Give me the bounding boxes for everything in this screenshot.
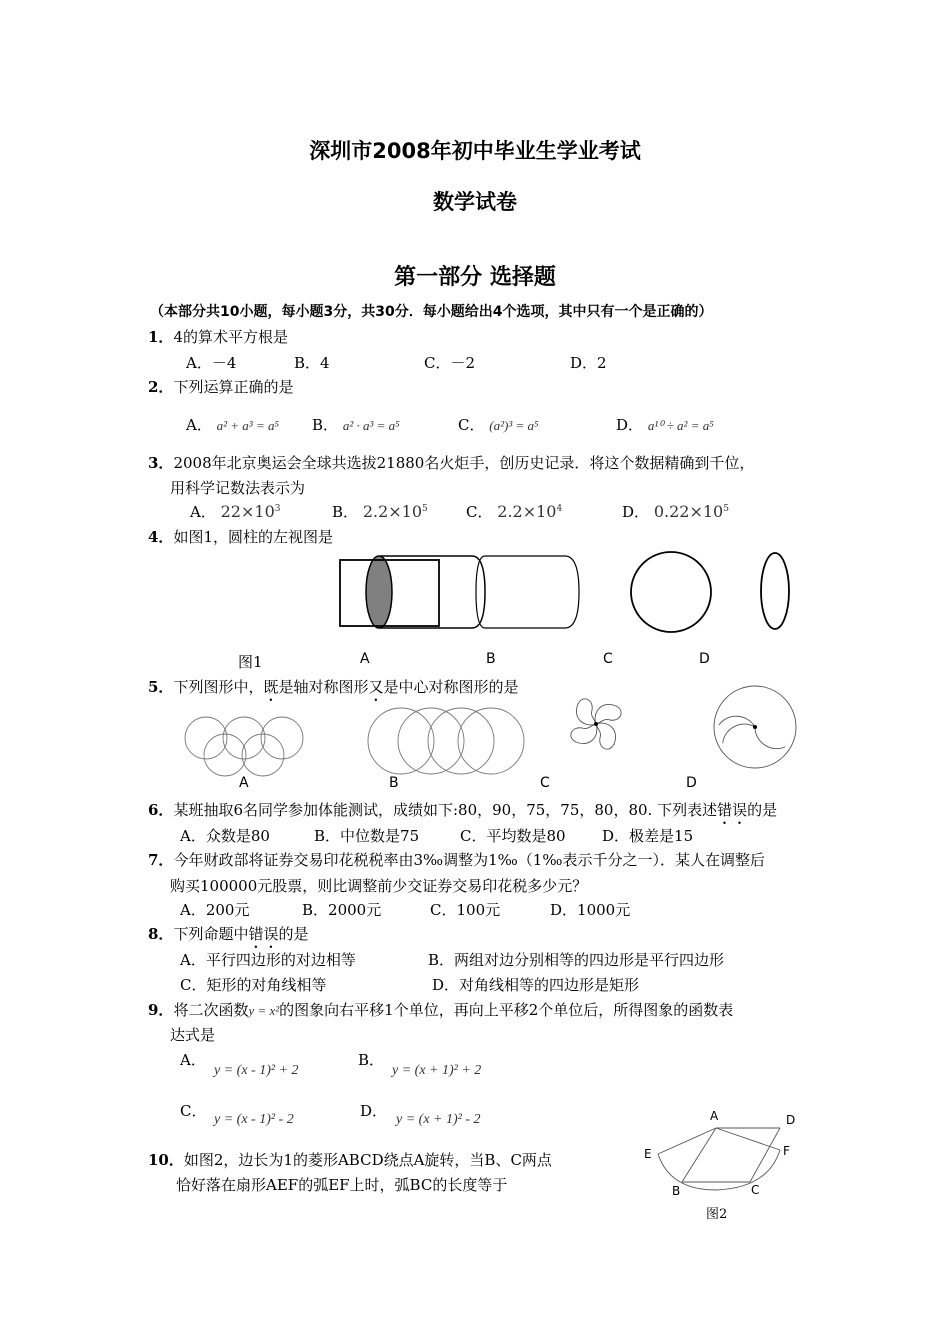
q9-option-a-label: A． [180, 1051, 206, 1069]
question-number: 7． [148, 851, 174, 869]
q2-option-d [616, 414, 714, 435]
question-2 [148, 376, 293, 397]
q9-text-line2: 达式是 [170, 1026, 216, 1044]
q6-option-a: A．众数是80 [180, 827, 270, 845]
option-label: D． [622, 503, 650, 521]
q4-label-a: A [360, 651, 370, 667]
q7-option-c: C．100元 [430, 901, 501, 919]
q6-option-c: C．平均数是80 [460, 827, 566, 845]
question-9 [148, 999, 733, 1020]
q5-label-a: A [239, 775, 249, 791]
question-text: 今年财政部将证券交易印花税税率由3‰调整为1‰（1‰表示千分之一）．某人在调整后 [173, 851, 765, 869]
question-text: 如图2，边长为1的菱形ABCD绕点A旋转，当B、C两点 [183, 1151, 552, 1169]
question-text: 是轴对称图形 [278, 678, 369, 696]
question-text: 4的算术平方根是 [173, 328, 288, 346]
q1-option-d: D．2 [570, 354, 607, 372]
question-1 [148, 326, 288, 347]
exponent: 5 [723, 504, 729, 514]
question-number: 5． [148, 678, 174, 696]
question-10 [148, 1149, 552, 1170]
option-a-olympic-rings [185, 717, 303, 776]
q1-option-c: C．－2 [424, 354, 476, 372]
q2-option-c [458, 414, 539, 435]
q5-label-c: C [540, 775, 550, 791]
part-instructions: （本部分共10小题，每小题3分，共30分．每小题给出4个选项，其中只有一个是正确的） [150, 304, 713, 320]
option-label: C． [466, 503, 493, 521]
exponent: 4 [556, 504, 563, 514]
question-text: 下列图形中， [173, 678, 264, 696]
times-ten: ×10 [522, 502, 557, 521]
option-label: B． [332, 503, 359, 521]
question-text: 是中心对称图形的是 [383, 678, 519, 696]
q7-text-line2: 购买100000元股票，则比调整前少交证券交易印花税多少元？ [170, 877, 588, 895]
q7-option-d: D．1000元 [550, 901, 631, 919]
question-7 [148, 849, 765, 870]
option-formula: a² · a³ = a⁵ [342, 418, 400, 433]
question-3 [148, 452, 754, 473]
q9-option-b-label: B． [358, 1051, 385, 1069]
part-title: 第一部分 选择题 [394, 265, 556, 290]
q3-option-a [190, 501, 280, 522]
q2-option-b [312, 414, 400, 435]
exponent: 5 [422, 504, 428, 514]
q3-option-b [332, 501, 428, 522]
q3-option-c [466, 501, 562, 522]
question-text: 如图1，圆柱的左视图是 [173, 528, 333, 546]
question-number: 10． [148, 1151, 184, 1169]
q6-option-b: B．中位数是75 [314, 827, 420, 845]
q4-label-b: B [486, 651, 496, 667]
option-formula: a² + a³ = a⁵ [216, 418, 279, 433]
option-label: B． [312, 416, 339, 434]
emphasis-text: 错误 [717, 801, 748, 819]
q10-text-line2: 恰好落在扇形AEF的弧EF上时，弧BC的长度等于 [176, 1176, 508, 1194]
q8-option-b: B．两组对边分别相等的四边形是平行四边形 [428, 951, 725, 969]
option-value: 2.2 [497, 502, 523, 521]
question-number: 2． [148, 378, 174, 396]
option-b-rounded-rect [476, 556, 579, 628]
question-number: 1． [148, 328, 174, 346]
times-ten: ×10 [689, 502, 724, 521]
times-ten: ×10 [388, 502, 423, 521]
q8-option-c: C．矩形的对角线相等 [180, 976, 327, 994]
q5-figures [180, 705, 810, 780]
question-4 [148, 526, 333, 547]
q7-option-a: A．200元 [180, 901, 250, 919]
question-text: 的图象向右平移1个单位，再向上平移2个单位后，所得图象的函数表 [279, 1001, 734, 1019]
question-text: 的是 [278, 925, 309, 943]
option-b-four-circles [368, 708, 524, 774]
q1-option-a: A．－4 [186, 354, 237, 372]
q9-option-a-formula: y = (x - 1)² + 2 [214, 1063, 299, 1078]
q6-option-d: D．极差是15 [602, 827, 694, 845]
option-d-circle-swirl [714, 686, 796, 768]
question-text: 2008年北京奥运会全球共选拔21880名火炬手，创历史记录．将这个数据精确到千位， [173, 454, 755, 472]
exam-title: 深圳市2008年初中毕业生学业考试 [309, 139, 641, 163]
q4-label-c: C [603, 651, 613, 667]
q8-option-d: D．对角线相等的四边形是矩形 [432, 976, 640, 994]
emphasis-text: 既 [263, 678, 279, 696]
fig2-point-f: F [783, 1144, 790, 1158]
option-label: A． [186, 416, 212, 434]
question-6 [148, 799, 777, 828]
q5-label-d: D [686, 775, 697, 791]
option-label: D． [616, 416, 644, 434]
fig2-point-c: C [751, 1183, 760, 1197]
q3-option-d [622, 501, 729, 522]
question-5 [148, 676, 519, 705]
option-value: 22 [220, 502, 241, 521]
question-number: 6． [148, 801, 174, 819]
q9-option-d-formula: y = (x + 1)² - 2 [396, 1112, 481, 1127]
question-text: 将二次函数 [173, 1001, 249, 1019]
q9-option-b-formula: y = (x + 1)² + 2 [392, 1063, 482, 1078]
fig1-caption: 图1 [238, 653, 263, 671]
q7-option-b: B．2000元 [302, 901, 382, 919]
question-text: 下列命题中 [173, 925, 249, 943]
q4-label-d: D [699, 651, 710, 667]
option-formula: (a²)³ = a⁵ [489, 418, 539, 433]
option-c-circle [631, 552, 711, 632]
question-8 [148, 923, 308, 952]
question-text: 某班抽取6名同学参加体能测试，成绩如下:80，90，75，75，80，80. 下列表述 [173, 801, 718, 819]
question-number: 3． [148, 454, 174, 472]
q1-option-b: B．4 [294, 354, 330, 372]
emphasis-text: 错误 [248, 925, 279, 943]
q4-figures [180, 550, 800, 640]
option-label: C． [458, 416, 485, 434]
question-text: 下列运算正确的是 [173, 378, 294, 396]
fig2-point-a: A [710, 1109, 719, 1123]
exponent: 3 [274, 504, 281, 514]
times-ten: ×10 [240, 502, 275, 521]
option-value: 2.2 [362, 502, 389, 521]
question-number: 9． [148, 1001, 174, 1019]
option-d-ellipse [761, 553, 789, 629]
q3-text-line2: 用科学记数法表示为 [170, 479, 306, 497]
option-formula: a¹⁰ ÷ a² = a⁵ [647, 418, 714, 433]
q8-option-a: A．平行四边形的对边相等 [180, 951, 356, 969]
fig2-caption: 图2 [706, 1207, 728, 1222]
cylinder-figure [366, 556, 485, 628]
fig2-point-e: E [644, 1147, 652, 1161]
emphasis-text: 又 [368, 678, 384, 696]
q9-option-c-formula: y = (x - 1)² - 2 [214, 1112, 294, 1127]
question-number: 4． [148, 528, 174, 546]
q5-label-b: B [389, 775, 399, 791]
fig2-point-b: B [672, 1184, 681, 1198]
q9-option-d-label: D． [360, 1102, 388, 1120]
option-label: A． [190, 503, 216, 521]
q2-option-a [186, 414, 279, 435]
fig2-point-d: D [786, 1113, 796, 1127]
option-c-pinwheel [571, 699, 621, 749]
question-text: 的是 [747, 801, 778, 819]
q9-option-c-label: C． [180, 1102, 207, 1120]
question-number: 8． [148, 925, 174, 943]
function-formula: y = x² [248, 1003, 280, 1018]
exam-subtitle: 数学试卷 [433, 190, 517, 214]
option-value: 0.22 [653, 502, 690, 521]
